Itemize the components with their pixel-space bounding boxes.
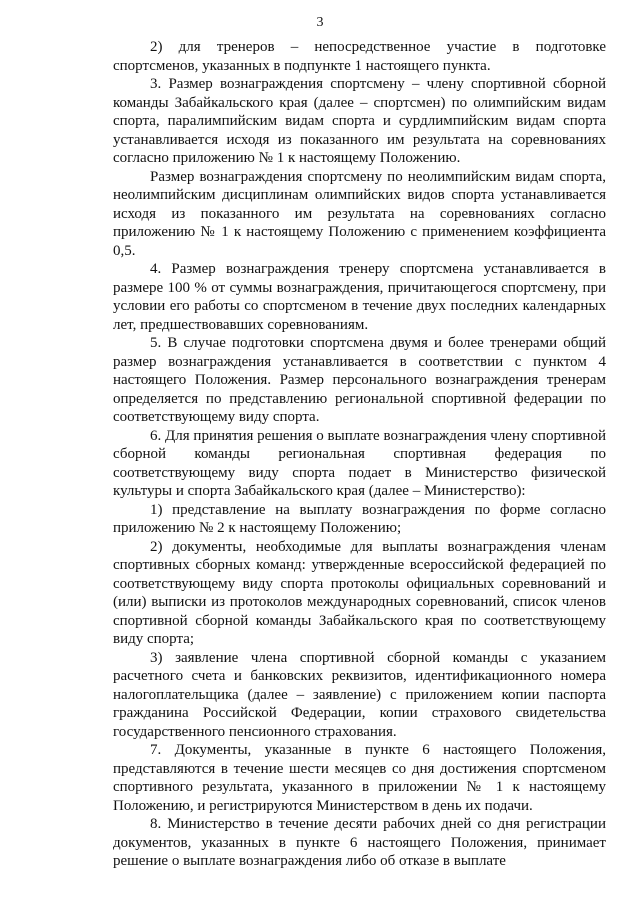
- paragraph-nonolympic-reward: Размер вознаграждения спортсмену по неолимпийским видам спорта, неолимпийским дисциплинам олимпийских видов спорта устанавливается исходя из показанного им результата на соревнованиях согласно приложению № 1 к настоящему Положению с применением коэффициента 0,5.: [113, 168, 606, 259]
- paragraph-2-trainers: 2) для тренеров – непосредственное участие в подготовке спортсменов, указанных в подпункте 1 настоящего пункта.: [113, 39, 606, 74]
- paragraph-6-item-1: 1) представление на выплату вознаграждения по форме согласно приложению № 2 к настоящему Положению;: [113, 501, 606, 536]
- paragraph-6-submission: 6. Для принятия решения о выплате вознаграждения члену спортивной сборной команды региональная спортивная федерация по соответствующему виду спорта подает в Министерство физической культуры и спорта Забайкальского края (далее – Министерство):: [113, 427, 606, 499]
- paragraph-6-item-3: 3) заявление члена спортивной сборной команды с указанием расчетного счета и банковских реквизитов, идентификационного номера налогоплательщика (далее – заявление) с приложением копии паспорта гражданина Российской Федерации, копии страхового свидетельства государственного пенсионного страхования.: [113, 649, 606, 740]
- document-body: [113, 38, 606, 871]
- page-number: 3: [316, 15, 324, 30]
- paragraph-6-item-2: 2) документы, необходимые для выплаты вознаграждения членам спортивных сборных команд: утвержденные всероссийской федерацией по соответствующему виду спорта протоколы официальных соревнований и (или) выписки из протоколов международных соревнований, список членов спортивной сборной команды Забайкальского края по соответствующему виду спорта;: [113, 538, 606, 647]
- paragraph-5-multiple-trainers: 5. В случае подготовки спортсмена двумя и более тренерами общий размер вознаграждения устанавливается в соответствии с пунктом 4 настоящего Положения. Размер персонального вознаграждения тренерам определяется по представлению региональной спортивной федерации по соответствующему виду спорта.: [113, 335, 606, 425]
- paragraph-4-trainer-reward: 4. Размер вознаграждения тренеру спортсмена устанавливается в размере 100 % от суммы вознаграждения, причитающегося спортсмену, при условии его работы со спортсменом в течение двух последних календарных лет, предшествовавших соревнованиям.: [113, 261, 606, 333]
- paragraph-7-documents-deadline: 7. Документы, указанные в пункте 6 настоящего Положения, представляются в течение шести месяцев со дня достижения спортсменом спортивного результата, указанного в приложении № 1 к настоящему Положению, и регистрируются Министерством в день их подачи.: [113, 742, 606, 814]
- paragraph-3-athlete-reward: 3. Размер вознаграждения спортсмену – члену спортивной сборной команды Забайкальского края (далее – спортсмен) по олимпийским видам спорта, паралимпийским видам спорта и сурдлимпийским видам спорта устанавливается исходя из показанного им результата на соревнованиях согласно приложению № 1 к настоящему Положению.: [113, 76, 606, 166]
- paragraph-8-decision: 8. Министерство в течение десяти рабочих дней со дня регистрации документов, указанных в пункте 6 настоящего Положения, принимает решение о выплате вознаграждения либо об отказе в выплате: [113, 816, 606, 869]
